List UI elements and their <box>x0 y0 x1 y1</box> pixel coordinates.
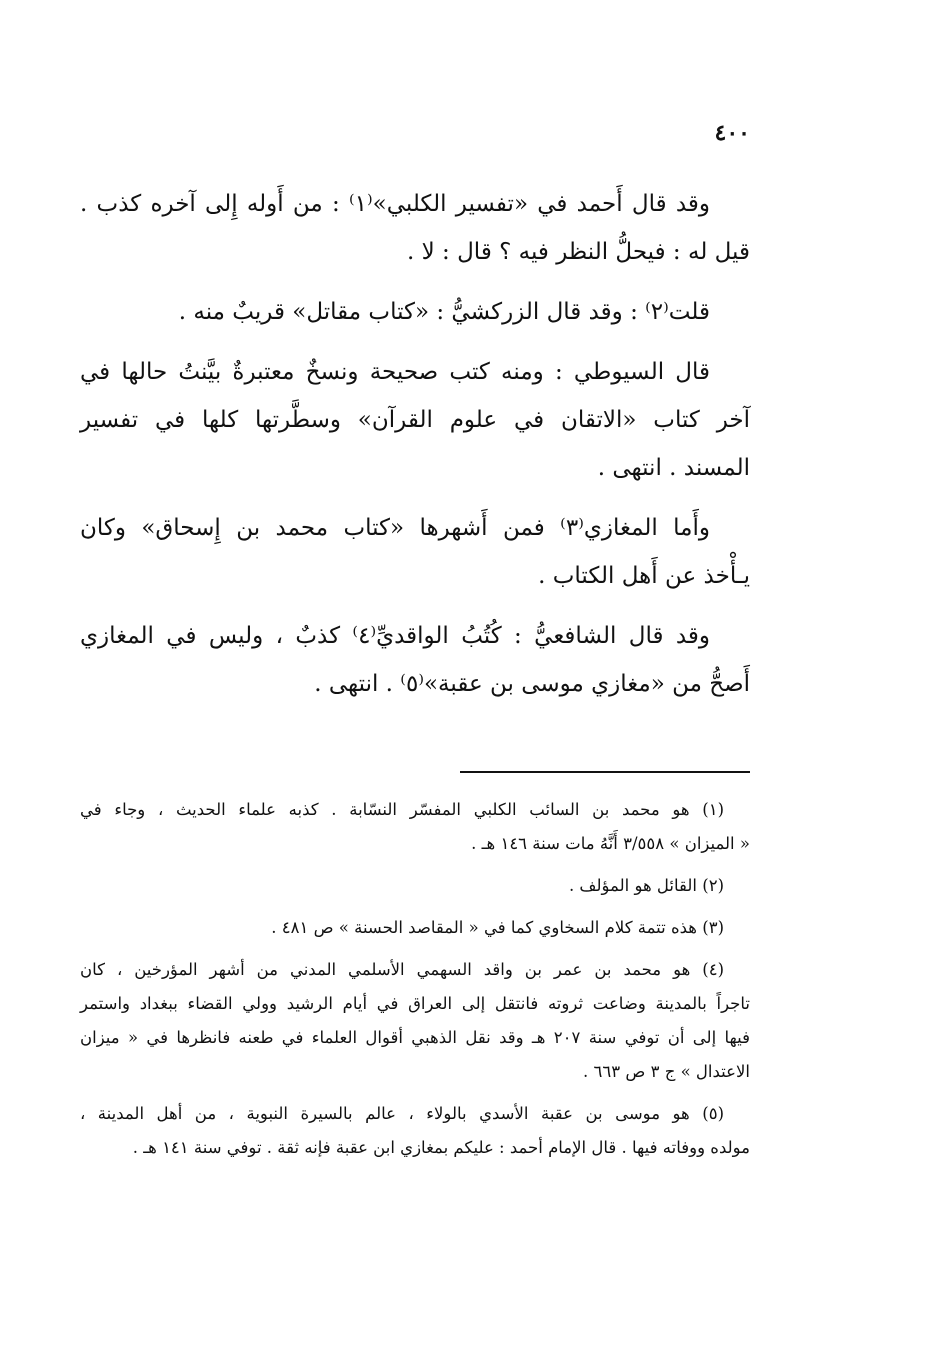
main-text <box>80 180 750 720</box>
text-line: وقد قال أَحمد في «تفسير الكلبي»⁽١⁾ : من أَوله إِلى آخره كذب . <box>80 191 710 217</box>
text-line: آخر كتاب «الاتقان في علوم القرآن» وسطَّرتها كلها في تفسير <box>80 407 750 433</box>
footnote-line: (٤) هو محمد بن عمر بن واقد السهمي الأسلمي المدني من أشهر المؤرخين ، كان <box>80 960 724 979</box>
paragraph-suyuti <box>80 348 750 492</box>
text-line: يـأْخذ عن أَهل الكتاب . <box>538 563 750 589</box>
footnote-line: (٣) هذه تتمة كلام السخاوي كما في « المقاصد الحسنة » ص ٤٨١ . <box>271 918 724 937</box>
footnote-4 <box>80 953 750 1089</box>
footnote-line: « الميزان » ٣/٥٥٨ أَنَّهُ مات سنة ١٤٦ هـ . <box>471 834 750 853</box>
paragraph-maghazi <box>80 504 750 600</box>
book-page <box>80 0 750 1362</box>
text-line: المسند . انتهى . <box>597 455 750 481</box>
footnote-line: مولده ووفاته فيها . قال الإمام أحمد : عليكم بمغازي ابن عقبة فإنه ثقة . توفي سنة ١٤١ هـ . <box>132 1138 750 1157</box>
footnotes <box>80 793 750 1173</box>
footnote-line: (١) هو محمد بن السائب الكلبي المفسّر النسّابة . كذبه علماء الحديث ، وجاء في <box>80 800 724 819</box>
paragraph-zarkashi <box>80 288 750 336</box>
footnote-separator <box>460 771 750 773</box>
paragraph-shafii <box>80 612 750 708</box>
footnote-line: (٢) القائل هو المؤلف . <box>568 876 724 895</box>
footnote-line: الاعتدال » ج ٣ ص ٦٦٣ . <box>583 1062 750 1081</box>
footnote-3 <box>80 911 750 945</box>
text-line: قال السيوطي : ومنه كتب صحيحة ونسخٌ معتبرةٌ بيَّنتُ حالها في <box>80 359 710 385</box>
text-line: وأَما المغازي⁽٣⁾ فمن أَشهرها «كتاب محمد بن إِسحاق» وكان <box>80 515 710 541</box>
text-line: وقد قال الشافعيُّ : كُتُبُ الواقديِّ⁽٤⁾ كذبٌ ، وليس في المغازي <box>80 623 710 649</box>
paragraph-tafsir-kalbi <box>80 180 750 276</box>
footnote-line: فيها إلى أن توفي سنة ٢٠٧ هـ وقد نقل الذهبي أقوال العلماء في طعنه فانظرها في « ميزان <box>80 1028 750 1047</box>
footnote-5 <box>80 1097 750 1165</box>
footnote-1 <box>80 793 750 861</box>
text-line: قيل له : فيحلُّ النظر فيه ؟ قال : لا . <box>406 239 750 265</box>
footnote-2 <box>80 869 750 903</box>
text-line: قلت⁽٢⁾ : وقد قال الزركشيُّ : «كتاب مقاتل» قريبٌ منه . <box>178 299 710 325</box>
footnote-line: تاجراً بالمدينة وضاعت ثروته فانتقل إلى العراق في أيام الرشيد وولي القضاء ببغداد واستمر <box>80 994 750 1013</box>
page-number: ٤٠٠ <box>714 120 750 146</box>
text-line: أَصحُّ من «مغازي موسى بن عقبة»⁽٥⁾ . انتهى . <box>314 671 750 697</box>
footnote-line: (٥) هو موسى بن عقبة الأسدي بالولاء ، عالم بالسيرة النبوية ، من أهل المدينة ، <box>80 1104 724 1123</box>
